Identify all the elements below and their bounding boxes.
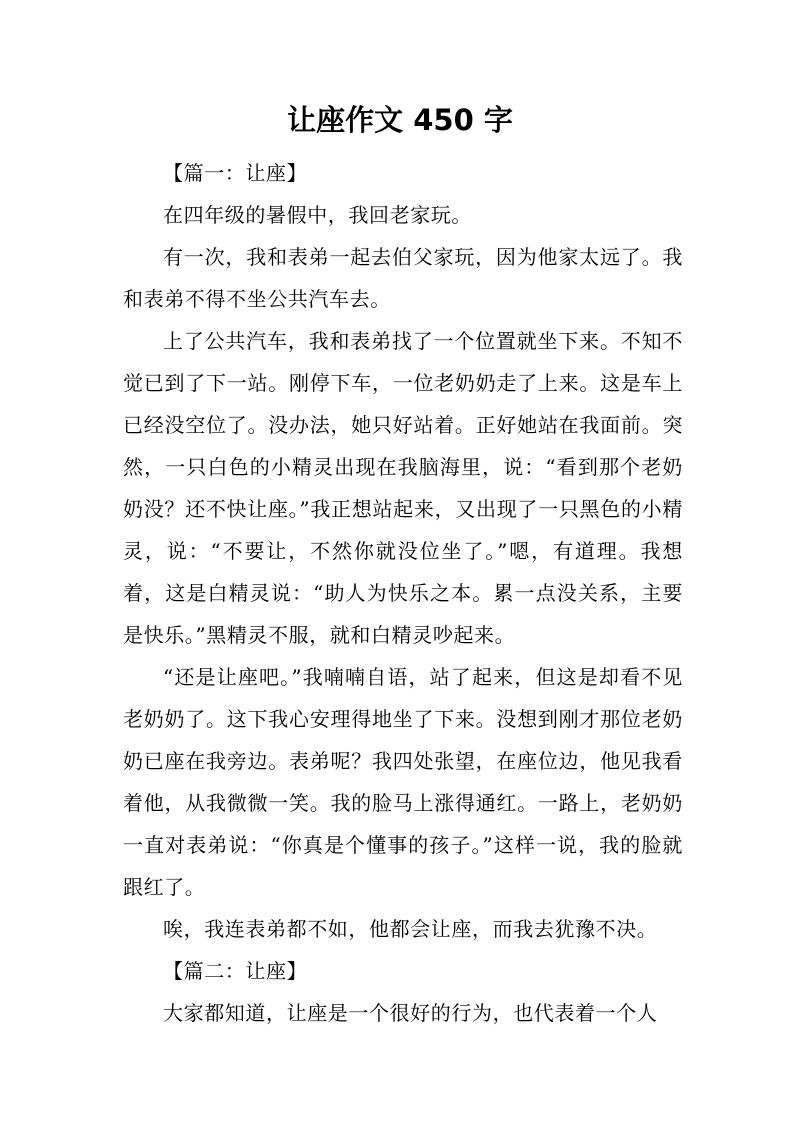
paragraph: 大家都知道，让座是一个很好的行为，也代表着一个人 (163, 1001, 658, 1025)
paragraph: 在四年级的暑假中，我回老家玩。 (163, 203, 472, 227)
document-title: 让座作文 450 字 (287, 103, 513, 137)
paragraph: “还是让座吧。”我喃喃自语，站了起来，但这是却看不见老奶奶了。这下我心安理得地坐了下来。没想到刚才那位老奶奶已座在我旁边。表弟呢？我四处张望，在座位边，他见我看着他，从我微微一笑。我的脸马上涨得通红。一路上，老奶奶一直对表弟说：“你真是个懂事的孩子。”这样一说，我的脸就跟红了。 (123, 665, 683, 899)
paragraph: 有一次，我和表弟一起去伯父家玩，因为他家太远了。我和表弟不得不坐公共汽车去。 (123, 245, 683, 311)
section-heading-2: 【篇二：让座】 (163, 959, 308, 983)
paragraph: 上了公共汽车，我和表弟找了一个位置就坐下来。不知不觉已到了下一站。刚停下车，一位老奶奶走了上来。这是车上已经没空位了。没办法，她只好站着。正好她站在我面前。突然，一只白色的小精灵出现在我脑海里，说：“看到那个老奶奶没？还不快让座。”我正想站起来，又出现了一只黑色的小精灵，说：“不要让，不然你就没位坐了。”嗯，有道理。我想着，这是白精灵说：“助人为快乐之本。累一点没关系，主要是快乐。”黑精灵不服，就和白精灵吵起来。 (123, 329, 683, 647)
section-heading-1: 【篇一：让座】 (163, 161, 308, 185)
document-body (123, 152, 683, 1034)
paragraph: 唉，我连表弟都不如，他都会让座，而我去犹豫不决。 (163, 917, 658, 941)
